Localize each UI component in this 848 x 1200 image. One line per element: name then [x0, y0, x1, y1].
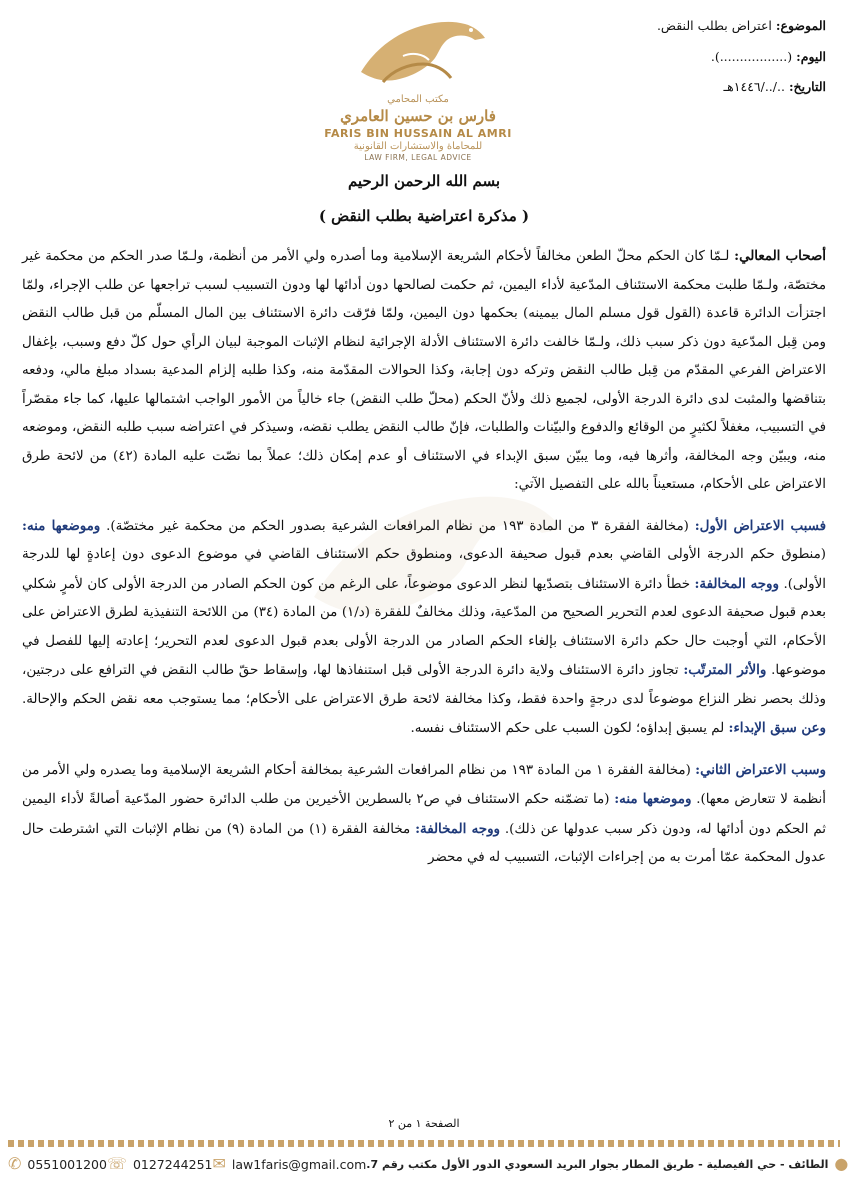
day-label: اليوم: [796, 48, 826, 64]
objection-2-violation-text: مخالفة الفقرة (١) من المادة (٩) من نظام الإثبات التي اشترطت حال عدول المحكمة عمّا أمرت به من إجراءات الإثبات، التسبيب له في محضر [22, 821, 826, 865]
basmala: بسم الله الرحمن الرحيم [347, 172, 501, 190]
objection-1-location-label: وموضعها منه: [22, 517, 101, 534]
objection-2-paragraph [22, 756, 826, 873]
firm-logo [318, 12, 518, 164]
logo-name-en: FARIS BIN HUSSAIN AL AMRI [324, 127, 512, 140]
objection-1-reason-text: (مخالفة الفقرة ٣ من المادة ١٩٣ من نظام المرافعات الشرعية بصدور الحكم من محكمة غير مختصّة). [106, 518, 695, 534]
objection-1-location-text: (منطوق حكم الدرجة الأولى القاضي بعدم قبول صحيفة الدعوى، ومنطوق حكم الاستئناف القاضي في موضوع الدعوى دون إعادةٍ لها للدرجة الأولى). [22, 547, 826, 592]
intro-text: لـمّا كان الحكم محلّ الطعن مخالفاً لأحكام الشريعة الإسلامية وما أصدره ولي الأمر من أنظمة، ولـمّا صدر الحكم من محكمة غير مختصّة، ولـمّا طلبت محكمة الاستئناف المدّعية لأداء اليمين، ثم حكمت لصالحها دون أدائها لها ودون التسبيب لسبب تراجعها عن طلب الإجراء، ولمّا اجتزأت الدائرة قاعدة (القول قول مسلم المال بيمينه) بحكمها دون اليمين، ولمّا فرّقت دائرة الاستئناف بين المال المسلّم من قبل طالب النقض ومن قِبل المدّعية دون ذكر سبب ذلك، ولـمّا خالفت دائرة الاستئناف الأدلة الإجرائية لنظام الإثبات الموجبة لبيان الرأي حول كلّ دفع وسبب، بإغفال الاعتراض الفرعي المقدّم من قِبل طالب النقض وتركه دون إجابة، وكذا الحوالات المقدّمة منه، وكذا طلبه إلزام المدعية بسداد مبلغ مالي، ودفعه بتناقضها والمثبت لدى دائرة الدرجة الأولى، لجميع ذلك ولأنّ الحكم (محلّ طلب النقض) جاء خالياً من الأمور الواجب اشتمالها عليها، كما جاء مقصّراً في التسبيب، مغفلاً لكثيرٍ من الوقائع والدفوع والبيّنات والطلبات، فإنّ طالب النقض يطلب نقضه، وسيذكر في اعتراضه سبب طلبه النقض، وموضعه منه، ويبيّن وجه المخالفة، وأثرها فيه، وما يبيّن سبق الإبداء في الاستئناف أو عدم إمكان ذلك؛ عملاً بما نصّت عليه المادة (٤٢) من لائحة طرق الاعتراض على الأحكام، مستعيناً بالله على التفصيل الآتي: [22, 249, 826, 492]
objection-1-paragraph [22, 512, 826, 744]
document-body [22, 242, 826, 873]
footer-contact-bar [8, 1152, 848, 1176]
logo-subtitle-ar: للمحاماة والاستشارات القانونية [353, 141, 483, 152]
footer-phone-2 [107, 1156, 213, 1172]
objection-1-violation-label: ووجه المخالفة: [694, 575, 779, 592]
footer-address [366, 1156, 848, 1172]
objection-2-reason-text: (مخالفة الفقرة ١ من المادة ١٩٣ من نظام المرافعات الشرعية بمخالفة أحكام الشريعة الإسلامية وما يصدره ولي الأمر من أنظمة لا تتعارض معها). [22, 762, 826, 807]
objection-2-location-text: (ما تضمّنه حكم الاستئناف في ص٢ بالسطرين الأخيرين من طلب الدائرة حضور المدّعية أصالةً لأداء اليمين ثم الحكم دون أدائها له، ودون ذكر سبب عدولها عن ذلك). [22, 792, 826, 837]
document-meta [536, 20, 826, 112]
footer-phone-2-text: 0127244251 [132, 1156, 213, 1172]
subject-value: اعتراض بطلب النقض. [656, 18, 772, 33]
subject-label: الموضوع: [775, 18, 826, 33]
document-title: ( مذكرة اعتراضية بطلب النقض ) [318, 207, 530, 225]
objection-1-precedence-text: لم يسبق إبداؤه؛ لكون السبب على حكم الاستئناف نفسه. [410, 721, 729, 736]
objection-2-reason-label: وسبب الاعتراض الثاني: [695, 761, 826, 778]
footer-phone-1 [8, 1156, 107, 1172]
location-pin-icon: ● [834, 1154, 848, 1173]
horse-logo-icon [343, 12, 493, 90]
objection-1-effect-label: والأثر المترتّب: [683, 662, 767, 678]
date-row [536, 81, 826, 94]
footer-divider [8, 1140, 840, 1147]
day-value: (.................). [710, 48, 793, 64]
date-value: ../../١٤٤٦هـ [723, 79, 785, 94]
objection-1-precedence-label: وعن سبق الإبداء: [728, 720, 826, 736]
subject-row [536, 20, 826, 33]
footer-address-text: الطائف - حي الفيصلية - طريق المطار بجوار البريد السعودي الدور الأول مكتب رقم 7. [366, 1157, 829, 1171]
footer-email [212, 1156, 366, 1172]
intro-paragraph [22, 242, 826, 500]
logo-subtitle-en: LAW FIRM, LEGAL ADVICE [364, 153, 472, 162]
phone-icon: ✆ [8, 1154, 22, 1173]
objection-2-location-label: وموضعها منه: [614, 791, 692, 807]
mail-icon: ✉ [212, 1154, 226, 1173]
footer-email-text: law1faris@gmail.com [231, 1156, 367, 1172]
objection-1-violation-text: خطأ دائرة الاستئناف بتصدّيها لنظر الدعوى موضوعاً، على الرغم من كون الحكم الصادر من الدرجة الأولى كان لأمرٍ شكلي بعدم قبول صحيفة الدعوى لعدم التحرير الصحيح من المدّعية، وذلك مخالفٌ للفقرة (د/١) من المادة (٣٤) من اللائحة التنفيذية لطرق الاعتراض على الأحكام، التي أوجبت حال حكم دائرة الاستئناف بإلغاء الحكم الصادر من الدرجة الأولى بعدم قبول الدعوى لعدم التحرير؛ إعادته إليها للفصل في موضوعها. [22, 576, 826, 678]
objection-2-violation-label: ووجه المخالفة: [415, 820, 500, 837]
date-label: التاريخ: [788, 79, 826, 94]
objection-1-reason-label: فسبب الاعتراض الأول: [694, 517, 826, 534]
intro-lead: أصحاب المعالي: [734, 248, 826, 264]
objection-1-effect-text: تجاوز دائرة الاستئناف ولاية دائرة الدرجة الأولى قبل استنفاذها لها، وإسقاط حقّ طالب النقض في الترافع على درجتين، وذلك بحصر نظر النزاع موضوعاً لدى درجةٍ واحدة فقط، وكذا مخالفة لائحة طرق الاعتراض على الأحكام؛ مما يستوجب معه نقض الحكم والإحالة. [22, 663, 826, 707]
fax-icon: ☏ [106, 1154, 127, 1173]
logo-office-text: مكتب المحامي [387, 94, 449, 105]
footer-phone-1-text: 0551001200 [27, 1156, 107, 1172]
page-number: الصفحة ١ من ٢ [388, 1117, 460, 1130]
logo-name-ar: فارس بن حسين العامري [340, 107, 496, 125]
day-row [536, 48, 826, 64]
